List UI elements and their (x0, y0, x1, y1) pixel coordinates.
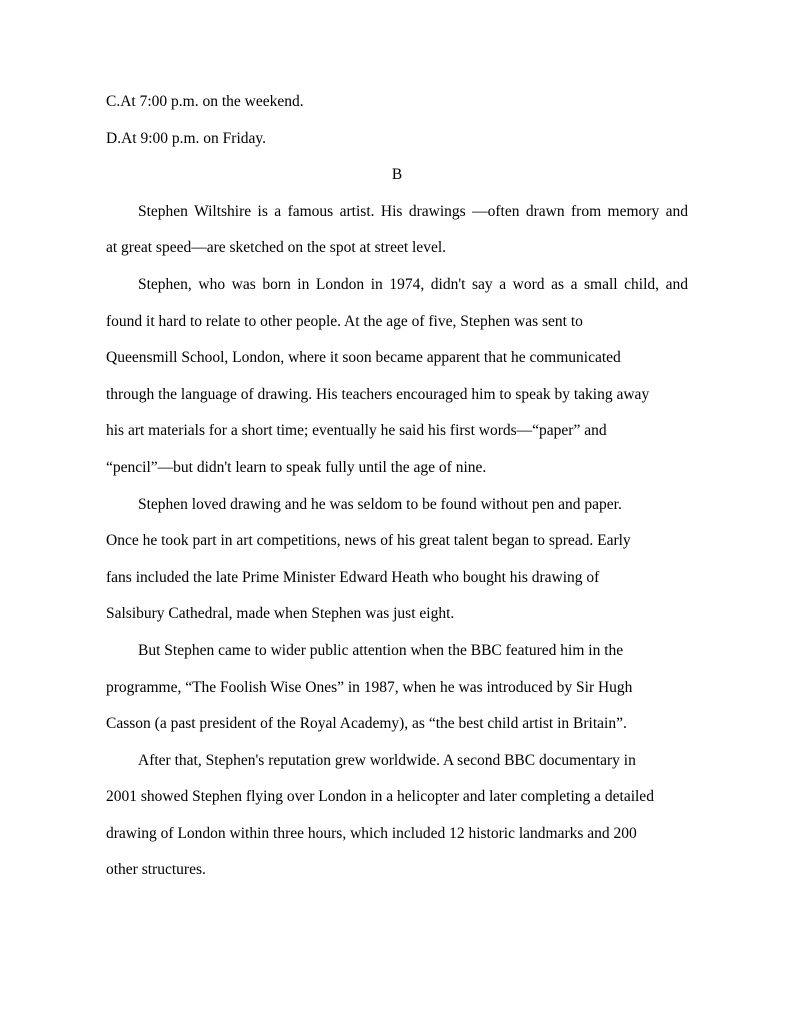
paragraph-line: his art materials for a short time; eventually he said his first words—“paper” and (106, 422, 607, 440)
paragraph-2 (106, 271, 688, 491)
paragraph-line: Stephen, who was born in London in 1974, didn't say a word as a small child, and (138, 275, 688, 293)
paragraph-line: Once he took part in art competitions, news of his great talent began to spread. Early (106, 532, 631, 550)
paragraph-line: through the language of drawing. His teachers encouraged him to speak by taking away (106, 385, 650, 403)
paragraph-4 (106, 637, 688, 747)
paragraph-line: After that, Stephen's reputation grew worldwide. A second BBC documentary in (138, 751, 636, 769)
paragraph-line: at great speed—are sketched on the spot at street level. (106, 239, 447, 257)
paragraph-line: fans included the late Prime Minister Edward Heath who bought his drawing of (106, 568, 600, 586)
paragraph-1 (106, 198, 688, 271)
paragraph-line: Stephen loved drawing and he was seldom to be found without pen and paper. (138, 495, 622, 513)
section-heading: B (391, 166, 403, 184)
option-c: C.At 7:00 p.m. on the weekend. (106, 93, 304, 110)
paragraph-line: Queensmill School, London, where it soon became apparent that he communicated (106, 349, 621, 367)
paragraph-line: But Stephen came to wider public attention when the BBC featured him in the (138, 641, 624, 659)
paragraph-3 (106, 491, 688, 637)
paragraph-line: “pencil”—but didn't learn to speak fully until the age of nine. (106, 458, 487, 476)
paragraph-line: programme, “The Foolish Wise Ones” in 1987, when he was introduced by Sir Hugh (106, 678, 633, 696)
paragraph-line: drawing of London within three hours, which included 12 historic landmarks and 200 (106, 824, 637, 842)
paragraph-line: 2001 showed Stephen flying over London in a helicopter and later completing a detailed (106, 788, 654, 806)
paragraph-line: Casson (a past president of the Royal Academy), as “the best child artist in Britain”. (106, 715, 627, 733)
paragraph-line: Salsibury Cathedral, made when Stephen was just eight. (106, 605, 455, 623)
document-page (106, 88, 688, 893)
paragraph-line: other structures. (106, 861, 206, 879)
option-d: D.At 9:00 p.m. on Friday. (106, 129, 267, 147)
paragraph-line: Stephen Wiltshire is a famous artist. His drawings —often drawn from memory and (138, 202, 688, 220)
paragraph-5 (106, 747, 688, 893)
paragraph-line: found it hard to relate to other people. At the age of five, Stephen was sent to (106, 312, 583, 330)
